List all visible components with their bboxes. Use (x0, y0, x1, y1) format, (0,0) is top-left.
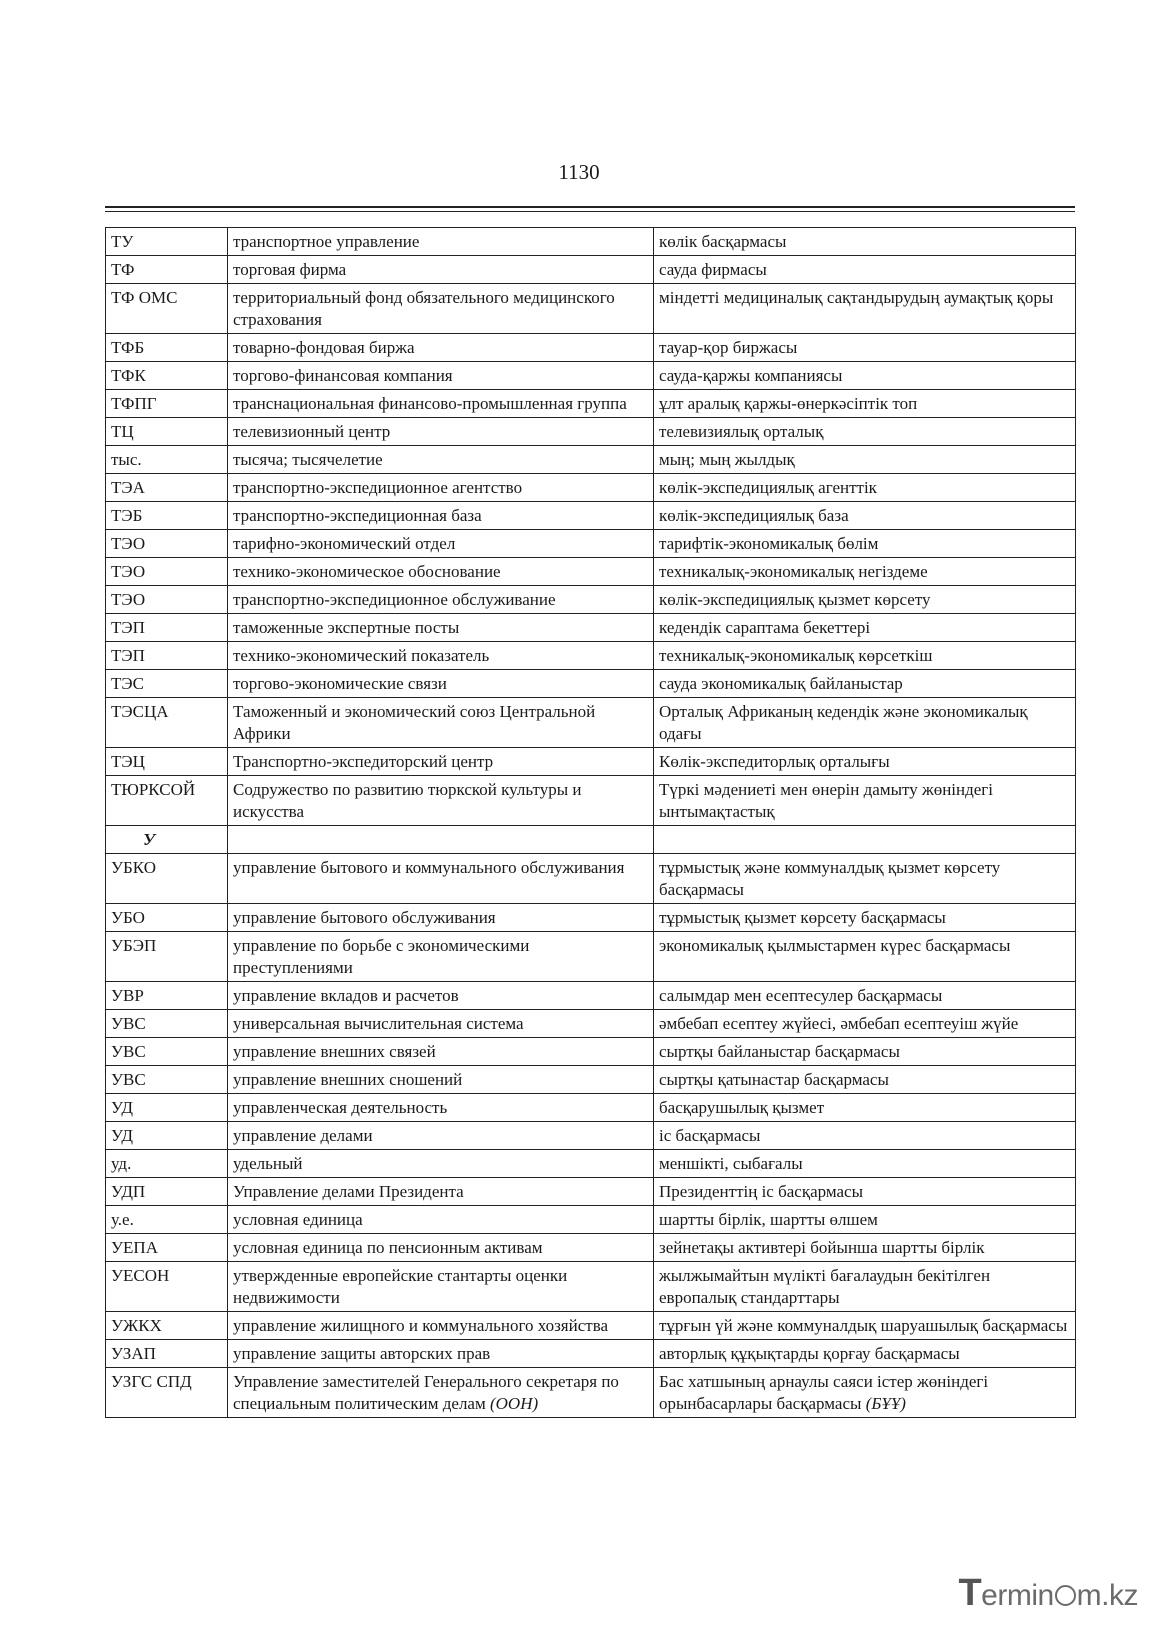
kazakh-cell (654, 1368, 1076, 1418)
kazakh-cell: сауда фирмасы (654, 256, 1076, 284)
kazakh-cell: кедендік сараптама бекеттері (654, 614, 1076, 642)
table-row (106, 1010, 1076, 1038)
abbreviation-cell: УБКО (106, 854, 228, 904)
abbreviation-cell: ТЭС (106, 670, 228, 698)
abbreviation-cell: УЕПА (106, 1234, 228, 1262)
kazakh-cell: көлік басқармасы (654, 228, 1076, 256)
russian-cell: тарифно-экономический отдел (228, 530, 654, 558)
kazakh-cell: Көлік-экспедиторлық орталығы (654, 748, 1076, 776)
abbreviation-cell: ТЭСЦА (106, 698, 228, 748)
table-row (106, 776, 1076, 826)
abbreviation-cell: УЗАП (106, 1340, 228, 1368)
abbreviation-cell: УБО (106, 904, 228, 932)
section-header-row (106, 826, 1076, 854)
table-row (106, 530, 1076, 558)
table-row (106, 1368, 1076, 1418)
table-row (106, 1206, 1076, 1234)
russian-cell: утвержденные европейские стантарты оценки недвижимости (228, 1262, 654, 1312)
logo-circle-icon (1055, 1585, 1076, 1606)
russian-cell: торгово-финансовая компания (228, 362, 654, 390)
table-row (106, 642, 1076, 670)
table-row (106, 228, 1076, 256)
kazakh-cell: тауар-қор биржасы (654, 334, 1076, 362)
table-row (106, 932, 1076, 982)
kazakh-cell: салымдар мен есептесулер басқармасы (654, 982, 1076, 1010)
russian-cell: Управление делами Президента (228, 1178, 654, 1206)
table-row (106, 1262, 1076, 1312)
russian-cell: технико-экономическое обоснование (228, 558, 654, 586)
table-row (106, 502, 1076, 530)
abbreviation-cell: УД (106, 1094, 228, 1122)
abbreviation-cell: ТЭО (106, 530, 228, 558)
russian-cell: таможенные экспертные посты (228, 614, 654, 642)
abbreviation-cell: ТУ (106, 228, 228, 256)
abbreviation-cell: ТФПГ (106, 390, 228, 418)
kazakh-cell: іс басқармасы (654, 1122, 1076, 1150)
kazakh-cell: техникалық-экономикалық негіздеме (654, 558, 1076, 586)
table-row (106, 982, 1076, 1010)
abbreviation-cell: уд. (106, 1150, 228, 1178)
kazakh-cell: сыртқы байланыстар басқармасы (654, 1038, 1076, 1066)
section-empty-cell (228, 826, 654, 854)
table-row (106, 1234, 1076, 1262)
kazakh-note: (БҰҰ) (865, 1394, 906, 1413)
kazakh-cell: шартты бірлік, шартты өлшем (654, 1206, 1076, 1234)
abbreviation-cell: ТЭП (106, 614, 228, 642)
russian-cell: телевизионный центр (228, 418, 654, 446)
kazakh-cell: техникалық-экономикалық көрсеткіш (654, 642, 1076, 670)
abbreviation-cell: ТФ (106, 256, 228, 284)
russian-note: (ООН) (489, 1394, 539, 1413)
table-row (106, 284, 1076, 334)
abbreviation-cell: УЕСОН (106, 1262, 228, 1312)
table-row (106, 698, 1076, 748)
page-number: 1130 (558, 160, 600, 184)
abbreviation-cell: ТЦ (106, 418, 228, 446)
kazakh-cell: ұлт аралық қаржы-өнеркәсіптік топ (654, 390, 1076, 418)
kazakh-cell: сауда экономикалық байланыстар (654, 670, 1076, 698)
kazakh-cell: Президенттің іс басқармасы (654, 1178, 1076, 1206)
table-row (106, 670, 1076, 698)
table-body-t (106, 228, 1076, 826)
kazakh-cell: жылжымайтын мүлікті бағалаудын бекітілген европалық стандарттары (654, 1262, 1076, 1312)
russian-cell: технико-экономический показатель (228, 642, 654, 670)
table-row (106, 1122, 1076, 1150)
abbreviation-cell: УВС (106, 1066, 228, 1094)
russian-cell: универсальная вычислительная система (228, 1010, 654, 1038)
kazakh-cell: басқарушылық қызмет (654, 1094, 1076, 1122)
abbreviation-table (105, 227, 1076, 1418)
kazakh-cell: көлік-экспедициялық қызмет көрсету (654, 586, 1076, 614)
kazakh-cell: экономикалық қылмыстармен күрес басқармасы (654, 932, 1076, 982)
russian-cell: управленческая деятельность (228, 1094, 654, 1122)
table-row (106, 586, 1076, 614)
abbreviation-cell: ТЭБ (106, 502, 228, 530)
terminkom-logo: Termin m.kz (958, 1572, 1138, 1614)
kazakh-cell: авторлық құқықтарды қорғау басқармасы (654, 1340, 1076, 1368)
kazakh-cell: зейнетақы активтері бойынша шартты бірлік (654, 1234, 1076, 1262)
abbreviation-cell: ТЭЦ (106, 748, 228, 776)
table-body-u (106, 854, 1076, 1368)
russian-cell: транспортно-экспедиционное агентство (228, 474, 654, 502)
russian-cell: условная единица по пенсионным активам (228, 1234, 654, 1262)
abbreviation-cell: УВС (106, 1038, 228, 1066)
table-row (106, 474, 1076, 502)
table-row (106, 334, 1076, 362)
kazakh-cell: Түркі мәдениеті мен өнерін дамыту жөніндегі ынтымақтастық (654, 776, 1076, 826)
table-row (106, 1178, 1076, 1206)
abbreviation-cell: ТЭО (106, 558, 228, 586)
russian-cell: управление делами (228, 1122, 654, 1150)
kazakh-cell: көлік-экспедициялық агенттік (654, 474, 1076, 502)
abbreviation-cell: ТФБ (106, 334, 228, 362)
abbreviation-cell: ТЭП (106, 642, 228, 670)
table-row (106, 390, 1076, 418)
kazakh-cell: көлік-экспедициялық база (654, 502, 1076, 530)
table-row (106, 558, 1076, 586)
russian-cell: управление по борьбе с экономическими преступлениями (228, 932, 654, 982)
table-row (106, 256, 1076, 284)
kazakh-cell: әмбебап есептеу жүйесі, әмбебап есептеуіш жүйе (654, 1010, 1076, 1038)
abbreviation-cell: УЗГС СПД (106, 1368, 228, 1418)
russian-cell: управление бытового и коммунального обслуживания (228, 854, 654, 904)
abbreviation-cell: ТЭО (106, 586, 228, 614)
kazakh-cell: сауда-қаржы компаниясы (654, 362, 1076, 390)
abbreviation-cell: ТФК (106, 362, 228, 390)
abbreviation-cell: УДП (106, 1178, 228, 1206)
kazakh-cell: тұрмыстық қызмет көрсету басқармасы (654, 904, 1076, 932)
table-row (106, 1066, 1076, 1094)
kazakh-cell: мың; мың жылдық (654, 446, 1076, 474)
section-empty-cell (654, 826, 1076, 854)
abbreviation-cell: у.е. (106, 1206, 228, 1234)
russian-cell: Транспортно-экспедиторский центр (228, 748, 654, 776)
abbreviation-cell: УД (106, 1122, 228, 1150)
kazakh-cell: сыртқы қатынастар басқармасы (654, 1066, 1076, 1094)
kazakh-cell: міндетті медициналық сақтандырудың аумақтық қоры (654, 284, 1076, 334)
table-row (106, 1038, 1076, 1066)
abbreviation-cell: УБЭП (106, 932, 228, 982)
table-row (106, 446, 1076, 474)
russian-cell: управление вкладов и расчетов (228, 982, 654, 1010)
russian-cell: транспортно-экспедиционное обслуживание (228, 586, 654, 614)
russian-cell: Таможенный и экономический союз Центральной Африки (228, 698, 654, 748)
kazakh-cell: меншікті, сыбағалы (654, 1150, 1076, 1178)
header-rule-thin (105, 211, 1075, 212)
russian-cell: территориальный фонд обязательного медицинского страхования (228, 284, 654, 334)
russian-cell (228, 1368, 654, 1418)
russian-cell: транснациональная финансово-промышленная группа (228, 390, 654, 418)
table-row (106, 362, 1076, 390)
abbreviation-cell: УВР (106, 982, 228, 1010)
russian-cell: управление внешних связей (228, 1038, 654, 1066)
russian-cell: управление защиты авторских прав (228, 1340, 654, 1368)
table-row (106, 1340, 1076, 1368)
kazakh-cell: тұрмыстық және коммуналдық қызмет көрсету басқармасы (654, 854, 1076, 904)
russian-cell: управление внешних сношений (228, 1066, 654, 1094)
table-row (106, 1312, 1076, 1340)
table-row (106, 1094, 1076, 1122)
kazakh-cell: тарифтік-экономикалық бөлім (654, 530, 1076, 558)
table-row (106, 854, 1076, 904)
russian-cell: транспортное управление (228, 228, 654, 256)
table-body-last (106, 1368, 1076, 1418)
table-section-u (106, 826, 1076, 854)
table-row (106, 748, 1076, 776)
russian-cell: Содружество по развитию тюркской культуры и искусства (228, 776, 654, 826)
russian-cell: тысяча; тысячелетие (228, 446, 654, 474)
kazakh-cell: Орталық Африканың кедендік және экономикалық одағы (654, 698, 1076, 748)
table-row (106, 614, 1076, 642)
russian-cell: условная единица (228, 1206, 654, 1234)
abbreviation-cell: УВС (106, 1010, 228, 1038)
abbreviation-cell: УЖКХ (106, 1312, 228, 1340)
russian-text: Управление заместителей Генерального секретаря по специальным политическим делам (233, 1372, 619, 1413)
russian-cell: удельный (228, 1150, 654, 1178)
abbreviation-cell: ТЭА (106, 474, 228, 502)
russian-cell: торговая фирма (228, 256, 654, 284)
abbreviation-cell: тыс. (106, 446, 228, 474)
table-row (106, 418, 1076, 446)
header-rule-thick (105, 206, 1075, 208)
abbreviation-cell: ТФ ОМС (106, 284, 228, 334)
russian-cell: управление бытового обслуживания (228, 904, 654, 932)
kazakh-text: Бас хатшының арнаулы саяси істер жөніндегі орынбасарлары басқармасы (659, 1372, 989, 1413)
table-row (106, 904, 1076, 932)
kazakh-cell: телевизиялық орталық (654, 418, 1076, 446)
section-letter: У (106, 826, 228, 854)
russian-cell: торгово-экономические связи (228, 670, 654, 698)
table-row (106, 1150, 1076, 1178)
russian-cell: управление жилищного и коммунального хозяйства (228, 1312, 654, 1340)
abbreviation-cell: ТЮРКСОЙ (106, 776, 228, 826)
russian-cell: товарно-фондовая биржа (228, 334, 654, 362)
kazakh-cell: тұрғын үй және коммуналдық шаруашылық басқармасы (654, 1312, 1076, 1340)
russian-cell: транспортно-экспедиционная база (228, 502, 654, 530)
